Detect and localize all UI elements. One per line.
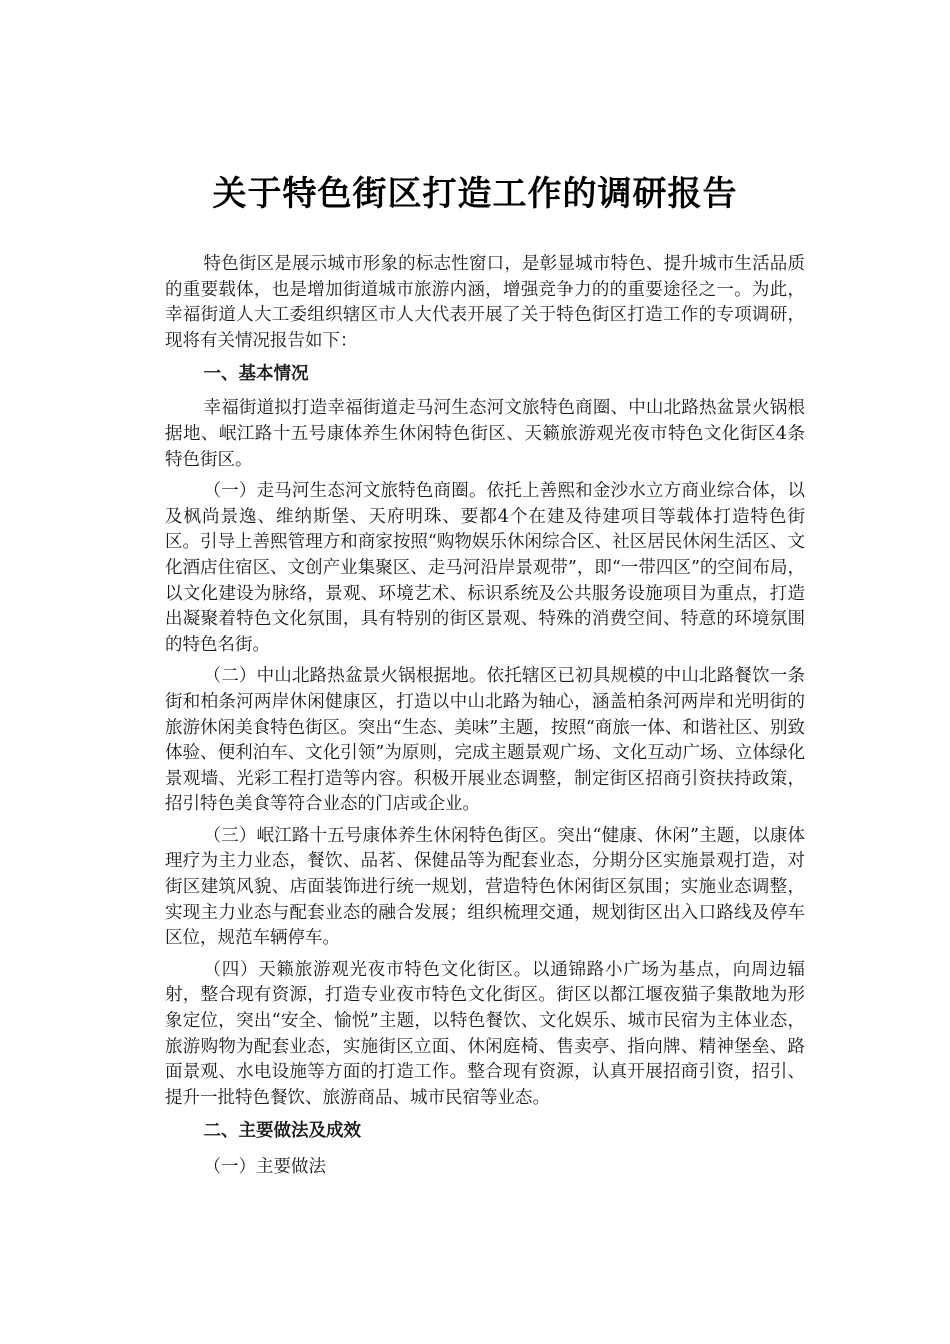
section-heading-main-practices: 二、主要做法及成效 <box>203 1121 361 1142</box>
subsection-heading-main-practices: （一）主要做法 <box>203 1157 326 1178</box>
section-heading-basic-situation: 一、基本情况 <box>203 364 309 385</box>
district-paragraph-3: （三）岷江路十五号康体养生休闲特色街区。突出“健康、休闲”主题，以康体理疗为主力业态，餐饮、品茗、保健品等为配套业态，分期分区实施景观打造，对街区建筑风貌、店面装饰进行统一规划，营造特色休闲街区氛围；实施业态调整，实现主力业态与配套业态的融合发展；组织梳理交通，规划街区出入口路线及停车区位，规范车辆停车。 <box>165 825 805 949</box>
district-paragraph-4: （四）天籁旅游观光夜市特色文化街区。以通锦路小广场为基点，向周边辐射，整合现有资源，打造专业夜市特色文化街区。街区以都江堰夜猫子集散地为形象定位，突出“安全、愉悦”主题，以特色餐饮、文化娱乐、城市民宿为主体业态，旅游购物为配套业态，实施街区立面、休闲庭椅、售卖亭、指向牌、精神堡垒、路面景观、水电设施等方面的打造工作。整合现有资源，认真开展招商引资，招引、提升一批特色餐饮、旅游商品、城市民宿等业态。 <box>165 959 805 1108</box>
overview-paragraph: 幸福街道拟打造幸福街道走马河生态河文旅特色商圈、中山北路热盆景火锅根据地、岷江路十五号康体养生休闲特色街区、天籁旅游观光夜市特色文化街区4条特色街区。 <box>165 398 805 470</box>
intro-paragraph: 特色街区是展示城市形象的标志性窗口，是彰显城市特色、提升城市生活品质的重要载体，也是增加街道城市旅游内涵，增强竞争力的的重要途径之一。为此，幸福街道人大工委组织辖区市人大代表开展了关于特色街区打造工作的专项调研，现将有关情况报告如下： <box>165 254 805 351</box>
district-paragraph-2: （二）中山北路热盆景火锅根据地。依托辖区已初具规模的中山北路餐饮一条街和柏条河两岸休闲健康区，打造以中山北路为轴心，涵盖柏条河两岸和光明街的旅游休闲美食特色街区。突出“生态、美味”主题，按照“商旅一体、和谐社区、别致体验、便利泊车、文化引领”为原则，完成主题景观广场、文化互动广场、立体绿化景观墙、光彩工程打造等内容。积极开展业态调整，制定街区招商引资扶持政策，招引特色美食等符合业态的门店或企业。 <box>165 666 805 815</box>
document-title: 关于特色街区打造工作的调研报告 <box>212 174 738 214</box>
document-body <box>165 252 805 1189</box>
district-paragraph-1: （一）走马河生态河文旅特色商圈。依托上善熙和金沙水立方商业综合体，以及枫尚景逸、维纳斯堡、天府明珠、要都4个在建及待建项目等载体打造特色街区。引导上善熙管理方和商家按照“购物娱乐休闲综合区、社区居民休闲生活区、文化酒店住宿区、文创产业集聚区、走马河沿岸景观带”，即“一带四区”的空间布局，以文化建设为脉络，景观、环境艺术、标识系统及公共服务设施项目为重点，打造出凝聚着特色文化氛围，具有特别的街区景观、特殊的消费空间、特意的环境氛围的特色名街。 <box>165 481 805 655</box>
